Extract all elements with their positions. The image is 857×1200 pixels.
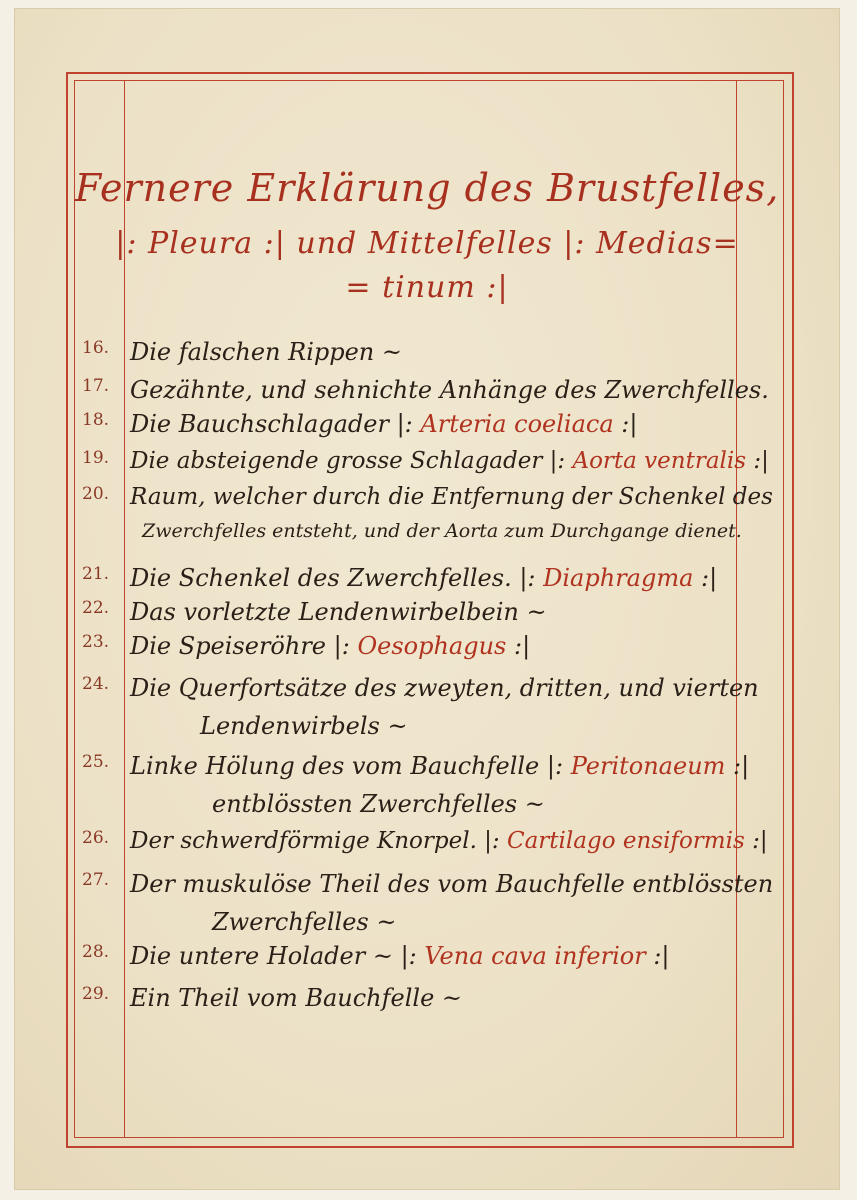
entry-continuation: Zwerchfelles ~ [212,908,397,936]
entry-text: Die absteigende grosse Schlagader |: Aorta ventralis :| [130,448,769,474]
entry-continuation: entblössten Zwerchfelles ~ [212,790,545,818]
entry-text: Die untere Holader ~ |: Vena cava inferior :| [130,942,670,970]
entry-number: 29. [82,984,110,1004]
entry-number: 28. [82,942,110,962]
entry-continuation: Zwerchfelles entsteht, und der Aorta zum Durchgange dienet. [142,520,742,542]
latin-term: Peritonaeum [570,752,726,780]
entry-number: 17. [82,376,110,396]
latin-term: Aorta ventralis [572,448,747,474]
entry-text: Die Bauchschlagader |: Arteria coeliaca :| [130,410,638,438]
entry-number: 19. [82,448,110,468]
entry-number: 18. [82,410,110,430]
entry-text: Der muskulöse Theil des vom Bauchfelle entblössten [130,870,774,898]
entry-number: 27. [82,870,110,890]
heading-line-2: |: Pleura :| und Mittelfelles |: Medias= [115,226,739,261]
entry-number: 22. [82,598,110,618]
latin-term: Diaphragma [543,564,694,592]
entry-number: 21. [82,564,110,584]
entry-text: Gezähnte, und sehnichte Anhänge des Zwerchfelles. [130,376,769,404]
entry-text: Die Schenkel des Zwerchfelles. |: Diaphragma :| [130,564,718,592]
entry-text: Raum, welcher durch die Entfernung der Schenkel des [130,484,773,510]
entry-number: 26. [82,828,110,848]
entry-number: 20. [82,484,110,504]
entry-text: Der schwerdförmige Knorpel. |: Cartilago ensiformis :| [130,828,768,854]
latin-term: Vena cava inferior [424,942,646,970]
entry-text: Ein Theil vom Bauchfelle ~ [130,984,463,1012]
latin-term: Oesophagus [357,632,507,660]
entry-number: 16. [82,338,110,358]
entry-text: Die falschen Rippen ~ [130,338,402,366]
entry-number: 25. [82,752,110,772]
heading-line-1: Fernere Erklärung des Brustfelles, [74,166,780,210]
entry-number: 23. [82,632,110,652]
latin-term: Arteria coeliaca [420,410,614,438]
entry-number: 24. [82,674,110,694]
entry-text: Die Querfortsätze des zweyten, dritten, und vierten [130,674,759,702]
entry-text: Linke Hölung des vom Bauchfelle |: Peritonaeum :| [130,752,750,780]
entry-text: Das vorletzte Lendenwirbelbein ~ [130,598,547,626]
entry-text: Die Speiseröhre |: Oesophagus :| [130,632,531,660]
manuscript-page [14,8,840,1190]
latin-term: Cartilago ensiformis [507,828,745,854]
entry-continuation: Lendenwirbels ~ [200,712,408,740]
heading-line-3: = tinum :| [345,270,509,305]
